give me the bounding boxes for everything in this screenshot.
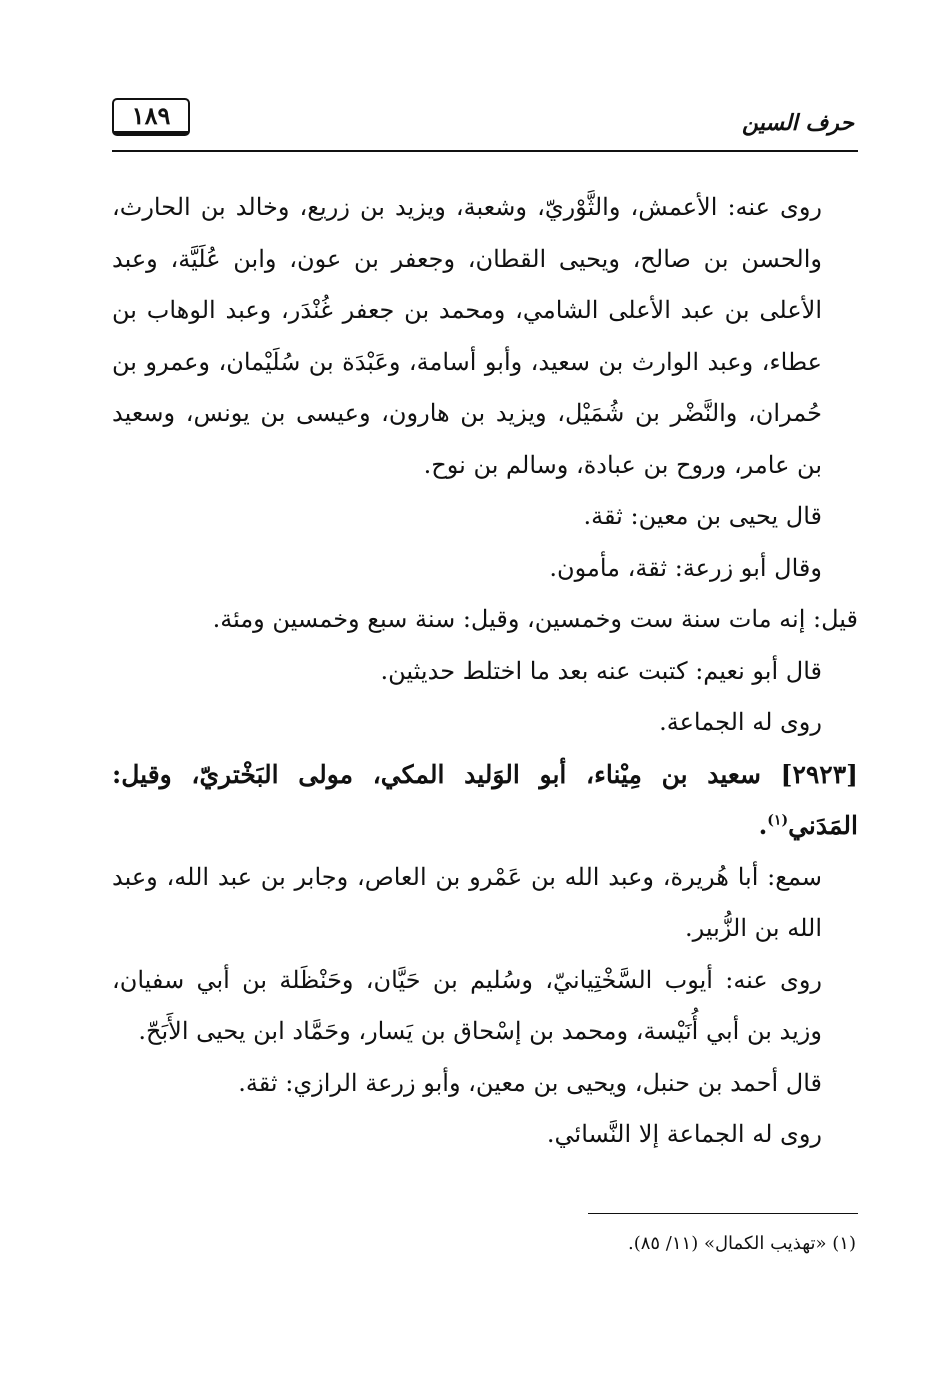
page-number: ١٨٩ <box>131 101 171 130</box>
page-number-box <box>112 98 190 136</box>
paragraph-ibn-main: قال يحيى بن معين: ثقة. <box>583 502 822 530</box>
paragraph-heard-from: سمع: أبا هُريرة، وعبد الله بن عَمْرو بن العاص، وجابر بن عبد الله، وعبد الله بن الزُّبير. <box>112 862 822 942</box>
main-text <box>112 182 858 1161</box>
header-rule <box>112 150 858 152</box>
paragraph-narrated-by: روى عنه: أيوب السَّخْتِيانيّ، وسُليم بن حَيَّان، وحَنْظَلة بن أبي سفيان، وزيد بن أبي أُنَيْسة، ومحمد بن إسْحاق بن يَسار، وحَمَّاد ابن يحيى الأَبَحّ. <box>112 965 822 1045</box>
paragraph-death: قيل: إنه مات سنة ست وخمسين، وقيل: سنة سبع وخمسين ومئة. <box>212 605 858 633</box>
footnote-marker: (١) <box>767 812 789 829</box>
running-title: حرف السين <box>741 110 854 136</box>
page-header <box>112 92 858 154</box>
paragraph-narrators: روى عنه: الأعمش، والثَّوْريّ، وشعبة، ويزيد بن زريع، وخالد بن الحارث، والحسن بن صالح، ويحيى القطان، وجعفر بن عون، وابن عُلَيَّة، وعبد الأعلى بن عبد الأعلى الشامي، ومحمد بن جعفر غُنْدَر، وعبد الوهاب بن عطاء، وعبد الوارث بن سعيد، وأبو أسامة، وعَبْدَة بن سُلَيْمان، وعمرو بن حُمران، والنَّضْر بن شُمَيْل، ويزيد بن هارون، وعيسى بن يونس، وسعيد بن عامر، وروح بن عبادة، وسالم بن نوح. <box>112 193 822 479</box>
footnote: (١) «تهذيب الكمال» (١١/ ٨٥). <box>627 1233 856 1254</box>
paragraph-jamaa: روى له الجماعة. <box>659 708 822 736</box>
entry-heading <box>112 749 858 852</box>
paragraph-abu-zura: وقال أبو زرعة: ثقة، مأمون. <box>549 553 822 582</box>
entry-heading-end: . <box>758 811 768 840</box>
paragraph-thiqa: قال أحمد بن حنبل، ويحيى بن معين، وأبو زرعة الرازي: ثقة. <box>238 1068 822 1097</box>
paragraph-jamaa-except: روى له الجماعة إلا النَّسائي. <box>546 1120 822 1148</box>
paragraph-abu-nuaym: قال أبو نعيم: كتبت عنه بعد ما اختلط حديثين. <box>380 656 822 685</box>
footnote-rule <box>588 1213 858 1214</box>
entry-heading-text: [٢٩٢٣] سعيد بن مِيْناء، أبو الوَليد المكي، مولى البَخْتريّ، وقيل: المَدَني <box>112 759 858 840</box>
